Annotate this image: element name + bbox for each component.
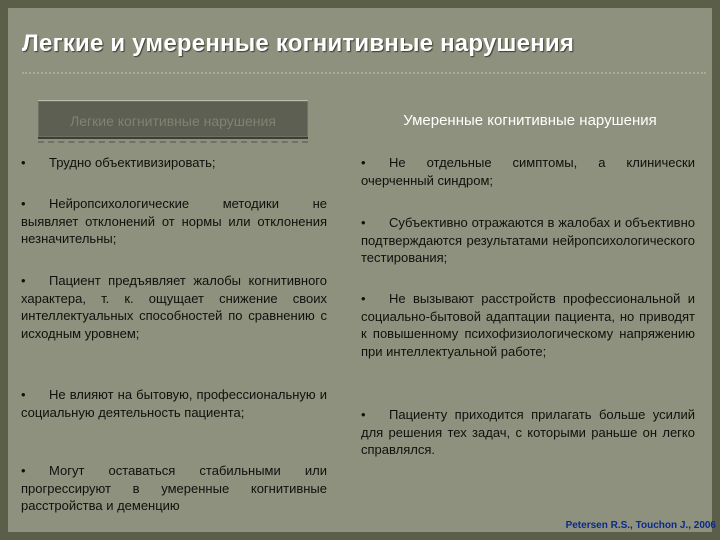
bullet-icon: • (361, 407, 366, 422)
bullet-icon: • (361, 291, 366, 306)
right-item-text: Не вызывают расстройств профессиональной и социально-бытовой адаптации пациента, но приводят к повышенному психофизиологическому напряжению при интеллектуальной работе; (361, 291, 695, 359)
bullet-icon: • (21, 273, 26, 288)
bullet-icon: • (21, 155, 26, 170)
right-item-text: Субъективно отражаются в жалобах и объективно подтверждаются результатами нейропсихологического тестирования; (361, 215, 695, 265)
left-bullet-item (21, 154, 327, 172)
left-item-text: Трудно объективизировать; (49, 155, 216, 170)
bullet-icon: • (361, 155, 366, 170)
right-bullet-item (361, 154, 695, 189)
left-column-heading-box (38, 100, 308, 139)
right-item-text: Пациенту приходится прилагать больше усилий для решения тех задач, с которыми раньше он легко справлялся. (361, 407, 695, 457)
right-item-text: Не отдельные симптомы, а клинически очерченный синдром; (361, 155, 695, 188)
left-bullet-item (21, 386, 327, 421)
title-divider (22, 72, 706, 74)
left-column-heading: Легкие когнитивные нарушения (70, 113, 276, 129)
right-bullet-item (361, 290, 695, 360)
left-bullet-item (21, 272, 327, 342)
bullet-icon: • (21, 463, 26, 478)
left-item-text: Не влияют на бытовую, профессиональную и социальную деятельность пациента; (21, 387, 327, 420)
bullet-icon: • (361, 215, 366, 230)
left-item-text: Могут оставаться стабильными или прогрессируют в умеренные когнитивные расстройства и деменцию (21, 463, 327, 513)
bullet-icon: • (21, 196, 26, 211)
left-bullet-item (21, 462, 327, 515)
right-column-heading: Умеренные когнитивные нарушения (403, 112, 657, 129)
citation: Petersen R.S., Touchon J., 2006 (565, 520, 716, 531)
left-item-text: Пациент предъявляет жалобы когнитивного характера, т. к. ощущает снижение своих интеллектуальных способностей по сравнению с исходным уровнем; (21, 273, 327, 341)
left-bullet-item (21, 195, 327, 248)
left-item-text: Нейропсихологические методики не выявляет отклонений от нормы или отклонения незначительны; (21, 196, 327, 246)
bullet-icon: • (21, 387, 26, 402)
right-bullet-item (361, 406, 695, 459)
left-heading-dashed-divider (38, 141, 308, 143)
right-bullet-item (361, 214, 695, 267)
slide-title: Легкие и умеренные когнитивные нарушения (22, 30, 575, 57)
